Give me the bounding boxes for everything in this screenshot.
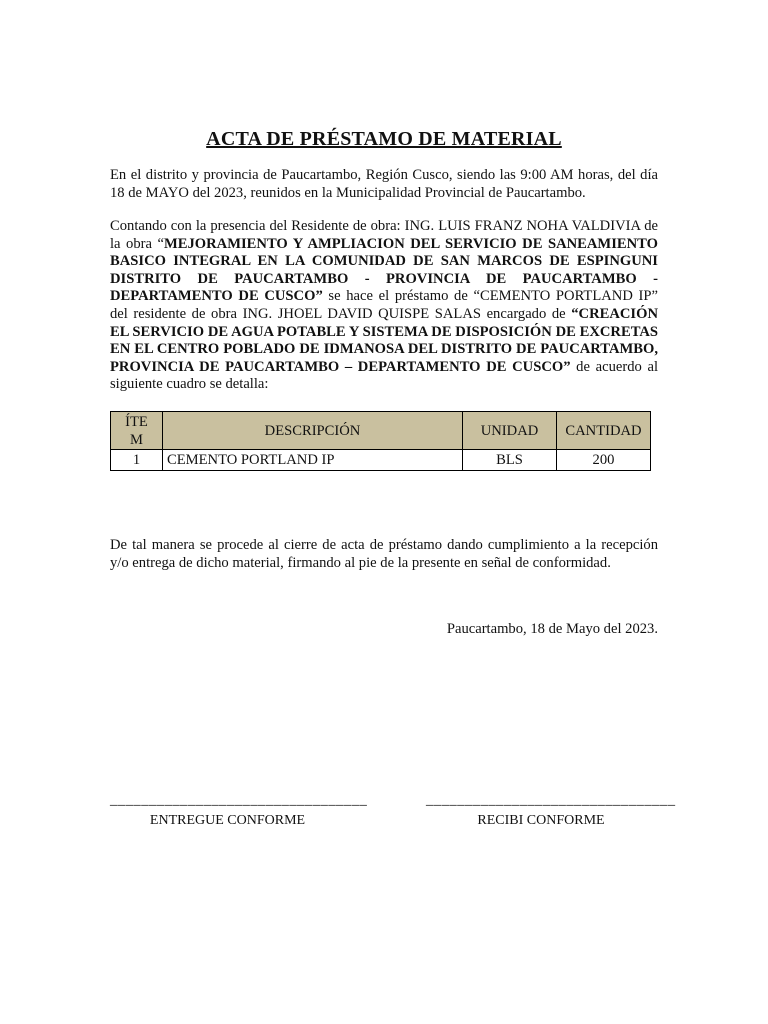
signature-label-left: ENTREGUE CONFORME [149, 813, 306, 828]
header-item: ÍTE M [111, 412, 163, 450]
cell-item: 1 [111, 450, 163, 471]
signature-label-right: RECIBI CONFORME [477, 813, 605, 828]
project-name-1: MEJORAMIENTO Y AMPLIACION DEL SERVICIO DE SANEAMIENTO BASICO INTEGRAL EN LA COMUNIDAD DE SAN MARCOS DE ESPINGUNI DISTRITO DE PAUCARTAMBO - PROVINCIA DE PAUCARTAMBO - DEPARTAMENTO DE CUSCO” [110, 235, 658, 305]
closing-paragraph: De tal manera se procede al cierre de acta de préstamo dando cumplimiento a la recepción y/o entrega de dicho material, firmando al pie de la presente en señal de conformidad. [110, 537, 658, 571]
signature-right [426, 792, 676, 829]
document-title: ACTA DE PRÉSTAMO DE MATERIAL [206, 128, 562, 150]
context-text-a: Contando con la presencia del Residente de obra: ING. LUIS FRANZ NOHA VALDIVIA de la obra “ [110, 218, 658, 252]
table-row [111, 450, 651, 471]
header-unit: UNIDAD [463, 412, 557, 450]
signature-line-left: _________________________________ [110, 792, 368, 808]
date-line: Paucartambo, 18 de Mayo del 2023. [446, 621, 658, 637]
project-name-2: “CREACIÓN EL SERVICIO DE AGUA POTABLE Y SISTEMA DE DISPOSICIÓN DE EXCRETAS EN EL CENTRO POBLADO DE IDMANOSA DEL DISTRITO DE PAUCARTAMBO, PROVINCIA DE PAUCARTAMBO – DEPARTAMENTO DE CUSCO” [110, 305, 658, 375]
context-paragraph [110, 218, 658, 394]
cell-unit: BLS [463, 450, 557, 471]
signature-line-right: ________________________________ [426, 792, 676, 808]
context-text-c: se hace el préstamo de “CEMENTO PORTLAND IP” del residente de obra ING. JHOEL DAVID QUISPE SALAS encargado de [110, 288, 659, 322]
cell-description: CEMENTO PORTLAND IP [163, 450, 463, 471]
cell-quantity: 200 [557, 450, 651, 471]
context-text-e: de acuerdo al siguiente cuadro se detalla: [110, 358, 658, 393]
header-description: DESCRIPCIÓN [163, 412, 463, 450]
header-quantity: CANTIDAD [557, 412, 651, 450]
signature-left [110, 792, 368, 829]
intro-paragraph: En el distrito y provincia de Paucartambo, Región Cusco, siendo las 9:00 AM horas, del día 18 de MAYO del 2023, reunidos en la Municipalidad Provincial de Paucartambo. [110, 167, 658, 201]
table-header-row [111, 412, 651, 450]
material-table [110, 411, 651, 471]
